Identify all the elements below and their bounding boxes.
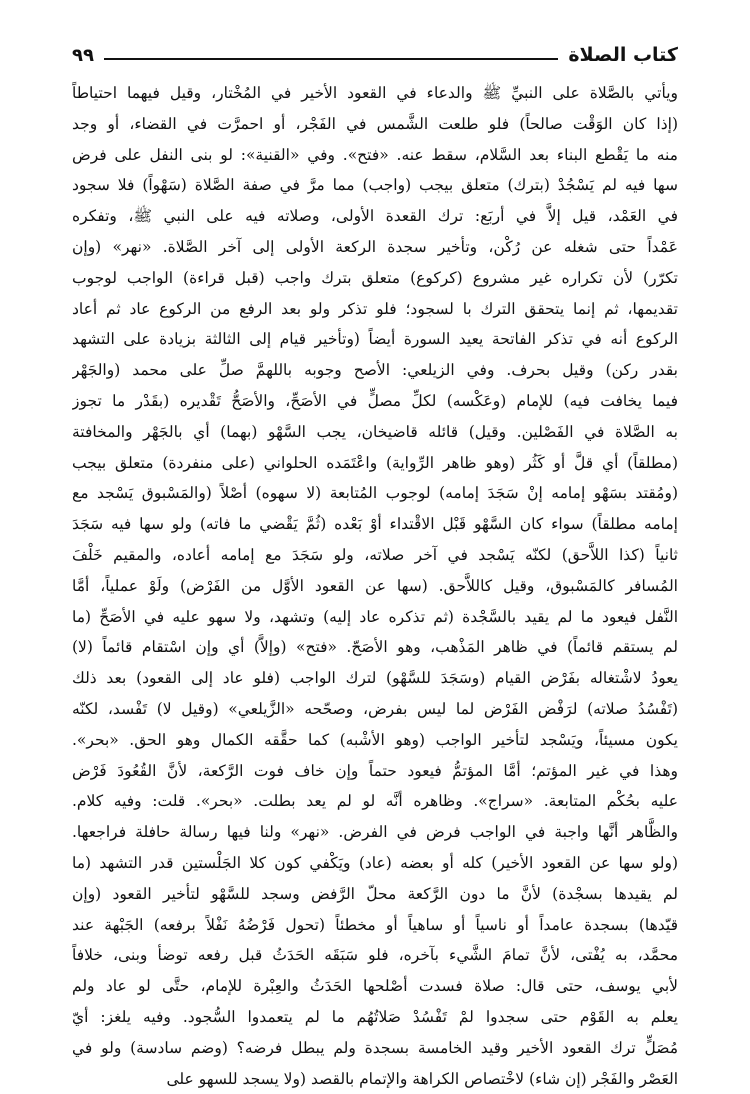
book-title: كتاب الصلاة xyxy=(568,44,678,66)
text-line: العَصْر والفَجْر (إن شاء) لاخْتصاص الكراهة والإتمام بالقصد (ولا يسجد للسهو على xyxy=(72,1064,678,1094)
text-line: عَمْداً حتى شغله عن رُكْن، وتأخير سجدة الركعة الأولى إلى آخر الصَّلاة. «نهر» (وإن xyxy=(72,232,678,263)
text-line: والظَّاهر أنَّها واجبة في الواجب فرض في الفرض. «نهر» ولنا فيها رسالة حافلة فراجعها. xyxy=(72,817,678,848)
text-line: لم يقيدها بسجْدة) لأنَّ ما دون الرَّكعة محلّ الرَّفض وسجد للسَّهْو لتأخير القعود (وإن xyxy=(72,879,678,910)
text-line: المُسافر كالمَسْبوق، وقيل كاللاَّحق. (سها عن القعود الأوَّل من الفَرْض) ولَوْ عملياً، أمَّا xyxy=(72,571,678,602)
header-rule xyxy=(104,58,558,60)
text-line: (ومُقتد بسَهْو إمامه إنْ سَجَدَ إمامه) لوجوب المُتابعة (لا سهوه) أصْلاً (والمَسْبوق يَسْجد مع xyxy=(72,478,678,509)
text-line: يعودُ لاشْتغاله بفَرْض القيام (وسَجَدَ للسَّهْو) لترك الواجب (فلو عاد إلى القعود) بعد ذلك xyxy=(72,663,678,694)
running-header xyxy=(72,36,678,66)
text-line: بقدر ركن) وقيل بحرف. وفي الزيلعي: الأصح وجوبه باللهمَّ صلِّ على محمد (والجَهْر xyxy=(72,355,678,386)
text-line: يعلم به القَوْم حتى سجدوا لمْ تَفْسُدْ صَلاتُهُم ما لم يتعمدوا السُّجود. وفيه يلغز: أيّ xyxy=(72,1002,678,1033)
text-line: تقديمها، ثم إنما يتحقق الترك با لسجود؛ فلو تذكر ولو بعد الرفع من الركوع عاد ثم أعاد xyxy=(72,294,678,325)
text-line: سها فيه لم يَسْجُدْ (بترك) متعلق بيجب (واجب) مما مرَّ في صفة الصَّلاة (سَهْواً) فلا سجود xyxy=(72,170,678,201)
text-line: تكرّر) لأن تكراره غير مشروع (كركوع) متعلق بترك واجب (قبل قراءة) الواجب لوجوب xyxy=(72,263,678,294)
text-line: فيما يخافت فيه) للإمام (وعَكْسه) لكلِّ مصلٍّ في الأصَحِّ، والأصَحُّ تَقْديره (بقَدْر ما تجوز xyxy=(72,386,678,417)
text-line: الركوع أنه في تذكر الفاتحة يعيد السورة أيضاً (وتأخير قيام إلى الثالثة بزيادة على التشهد xyxy=(72,324,678,355)
text-line: (إذا كان الوَقْت صالحاً) فلو طلعت الشَّمس في الفَجْر، أو احمرَّت في القضاء، أو وجد xyxy=(72,109,678,140)
text-line: (مطلقاً) أي قلَّ أو كَثُر (وهو ظاهر الرِّواية) واعْتَمَده الحلواني (على منفردة) متعلق بيجب xyxy=(72,448,678,479)
page-number: ٩٩ xyxy=(72,45,94,66)
text-line: به الصَّلاة في الفَصْلين. وقيل) قائله قاضيخان، يجب السَّهْو (بهما) أي بالجَهْر والمخافتة xyxy=(72,417,678,448)
text-line: لأبي يوسف، حتى قال: صلاة فسدت أصْلحها الحَدَثُ والعِبْرة للإمام، حتَّى لو عاد ولم xyxy=(72,971,678,1002)
text-line: مُصَلٍّ ترك القعود الأخير وقيد الخامسة بسجدة ولم يبطل فرضه؟ (وضم سادسة) ولو في xyxy=(72,1033,678,1064)
text-line: وهذا في غير المؤتم؛ أمَّا المؤتمُّ فيعود حتماً وإن خاف فوت الرَّكعة، لأنَّ القُعُودَ فَرْض xyxy=(72,756,678,787)
text-line: ويأتي بالصَّلاة على النبيِّ ﷺ والدعاء في القعود الأخير في المُخْتار، وقيل فيهما احتياطاً xyxy=(72,78,678,109)
text-line: (تَفْسُدُ صلاته) لرَفْض الفَرْض لما ليس بفرض، وصحّحه «الزَّيلعي» (وقيل لا) تَفْسد، لكنّه xyxy=(72,694,678,725)
text-line: عليه بحُكْم المتابعة. «سراج». وظاهره أنَّه لو لم يعد بطلت. «بحر». قلت: وفيه كلام. xyxy=(72,786,678,817)
text-line: النَّفل فيعود ما لم يقيد بالسَّجْدة (ثم تذكره عاد إليه) وتشهد، ولا سهو عليه في الأصَحِّ (ما xyxy=(72,602,678,633)
text-line: إمامه مطلقاً) سواء كان السَّهْو قَبْل الاقْتداء أوْ بَعْده (ثُمَّ يَقْضي ما فاته) ولو سها فيه سَجَدَ xyxy=(72,509,678,540)
text-line: محمَّد، به يُفْتى، لأنَّ تمامَ الشَّيء بآخره، فلو سَبَقَه الحَدَثُ قبل رفعه توضأ وبنى، خلافاً xyxy=(72,940,678,971)
text-line: منه ما يَقْطع البناء بعد السَّلام، سقط عنه. «فتح». وفي «القنية»: لو بنى النفل على فرض xyxy=(72,140,678,171)
text-line: لم يستقم قائماً) في ظاهر المَذْهب، وهو الأصَحّ. «فتح» (وإلاَّ) أي وإن اسْتقام قائماً (لا) xyxy=(72,632,678,663)
text-line: (ولو سها عن القعود الأخير) كله أو بعضه (عاد) ويَكْفي كون كلا الجَلْستين قدر التشهد (ما xyxy=(72,848,678,879)
body-text xyxy=(72,78,678,1094)
text-line: قيّدها) بسجدة عامداً أو ناسياً أو ساهياً أو مخطئاً (تحول فَرْضُهُ نَفْلاً برفعه) الجَبْهة عند xyxy=(72,910,678,941)
text-line: في العَمْد، قيل إلاَّ في أربَع: ترك القعدة الأولى، وصلاته فيه على النبي ﷺ، وتفكره xyxy=(72,201,678,232)
text-line: يكون مسيئاً، ويَسْجد لتأخير الواجب (وهو الأشْبه) كما حقَّقه الكمال وهو الحق. «بحر». xyxy=(72,725,678,756)
text-line: ثانياً (كذا اللاَّحق) لكنّه يَسْجد في آخر صلاته، ولو سَجَدَ مع إمامه أعاده، والمقيم خَلْفَ xyxy=(72,540,678,571)
